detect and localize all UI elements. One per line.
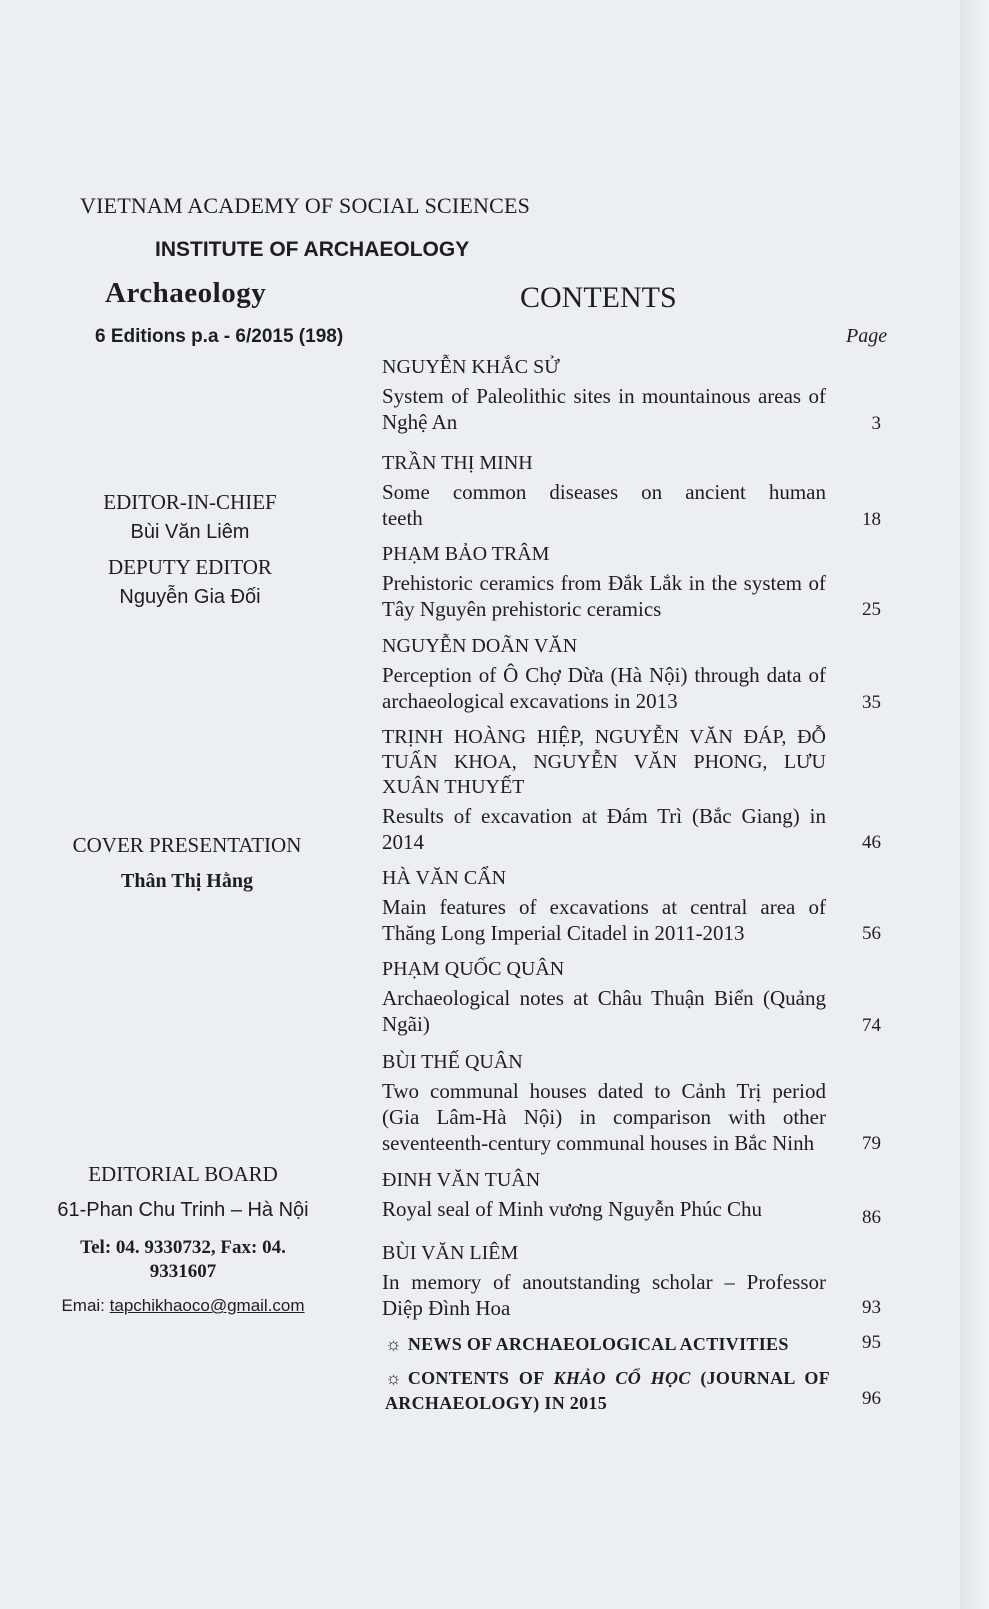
entry-author: PHẠM BẢO TRÂM [382,543,550,565]
contents-heading: CONTENTS [520,281,677,314]
contents-entry [382,634,826,714]
deputy-editor-label: DEPUTY EDITOR [108,555,272,579]
contents-entry [382,1050,826,1156]
entry-page-number: 93 [862,1297,881,1318]
deputy-editor-name: Nguyễn Gia Đối [119,586,261,608]
entry-page-number: 56 [862,923,881,944]
contents-entry [382,866,826,946]
contents-entry [382,1241,826,1321]
contents-entry [382,725,826,855]
editorial-email-line [28,1296,338,1316]
news-section-line [385,1332,830,1357]
news-page-number: 95 [862,1332,881,1353]
editorial-board-block [28,1162,338,1316]
entry-page-number: 18 [862,509,881,530]
email-label: Emai: [61,1296,105,1315]
academy-name: VIETNAM ACADEMY OF SOCIAL SCIENCES [80,193,531,218]
entry-title: Prehistoric ceramics from Đắk Lắk in the system of Tây Nguyên prehistoric ceramics [382,571,826,621]
entry-author: TRẦN THỊ MINH [382,452,533,474]
editions-line: 6 Editions p.a - 6/2015 (198) [95,326,344,347]
entry-title: Royal seal of Minh vương Nguyễn Phúc Chu [382,1197,763,1221]
page-edge [960,0,989,1609]
entry-page-number: 46 [862,832,881,853]
deputy-editor-block [40,555,340,609]
entry-title: Perception of Ô Chợ Dừa (Hà Nội) through data of archaeological excavations in 2013 [382,663,826,713]
entry-title: Main features of excavations at central area of Thăng Long Imperial Citadel in 2011-2013 [382,895,826,945]
editor-in-chief-name: Bùi Văn Liêm [130,521,250,543]
entry-title: Some common diseases on ancient human teeth [382,480,826,530]
journal-contents-line [385,1366,830,1416]
journal-vietnamese-name: KHẢO CỔ HỌC [553,1368,691,1388]
journal-contents-prefix: CONTENTS OF [407,1368,544,1388]
entry-author: ĐINH VĂN TUÂN [382,1169,541,1191]
contents-entry [382,355,826,435]
journal-contents-page-number: 96 [862,1388,881,1409]
entry-author: NGUYỄN KHẮC SỬ [382,356,560,378]
contents-entry [382,451,826,531]
email-link[interactable]: tapchikhaoco@gmail.com [109,1296,305,1315]
entry-author: HÀ VĂN CẨN [382,867,507,889]
contents-entry [382,1168,826,1222]
entry-page-number: 25 [862,599,881,620]
news-label: NEWS OF ARCHAEOLOGICAL ACTIVITIES [407,1334,789,1354]
sun-bullet-icon: ☼ [385,1334,402,1354]
entry-author: NGUYỄN DOÃN VĂN [382,635,578,657]
entry-page-number: 86 [862,1207,881,1228]
cover-presentation-label: COVER PRESENTATION [72,833,302,857]
editor-in-chief-label: EDITOR-IN-CHIEF [103,490,277,514]
institute-name: INSTITUTE OF ARCHAEOLOGY [155,238,470,261]
entry-title: In memory of anoutstanding scholar – Professor Diệp Đình Hoa [382,1270,826,1320]
contents-entry [382,542,826,622]
sun-bullet-icon: ☼ [385,1368,402,1388]
journal-contents-suffix: (JOURNAL OF ARCHAEOLOGY) IN 2015 [385,1368,830,1413]
editorial-phone: Tel: 04. 9330732, Fax: 04. 9331607 [80,1237,286,1282]
cover-presentation-name: Thân Thị Hằng [121,870,253,892]
contents-entry [382,957,826,1037]
entry-title: Results of excavation at Đám Trì (Bắc Giang) in 2014 [382,804,826,854]
entry-title: Two communal houses dated to Cảnh Trị period (Gia Lâm-Hà Nội) in comparison with other seventeenth-century communal houses in Bắc Ninh [382,1079,826,1155]
journal-title: Archaeology [105,277,267,309]
editorial-board-label: EDITORIAL BOARD [88,1162,278,1186]
entry-page-number: 79 [862,1133,881,1154]
editorial-address: 61-Phan Chu Trinh – Hà Nội [57,1199,309,1221]
page-column-label: Page [846,325,888,347]
entry-title: Archaeological notes at Châu Thuận Biển (Quảng Ngãi) [382,986,826,1036]
editor-in-chief-block [40,490,340,544]
entry-page-number: 3 [871,413,881,434]
entry-page-number: 74 [862,1015,881,1036]
entry-author: TRỊNH HOÀNG HIỆP, NGUYỄN VĂN ĐÁP, ĐỖ TUẤN KHOA, NGUYỄN VĂN PHONG, LƯU XUÂN THUYẾT [382,726,826,798]
entry-title: System of Paleolithic sites in mountainous areas of Nghệ An [382,384,826,434]
cover-block [32,833,342,893]
entry-author: BÙI THẾ QUÂN [382,1051,523,1073]
entry-author: BÙI VĂN LIÊM [382,1242,519,1264]
entry-author: PHẠM QUỐC QUÂN [382,958,565,980]
entry-page-number: 35 [862,692,881,713]
